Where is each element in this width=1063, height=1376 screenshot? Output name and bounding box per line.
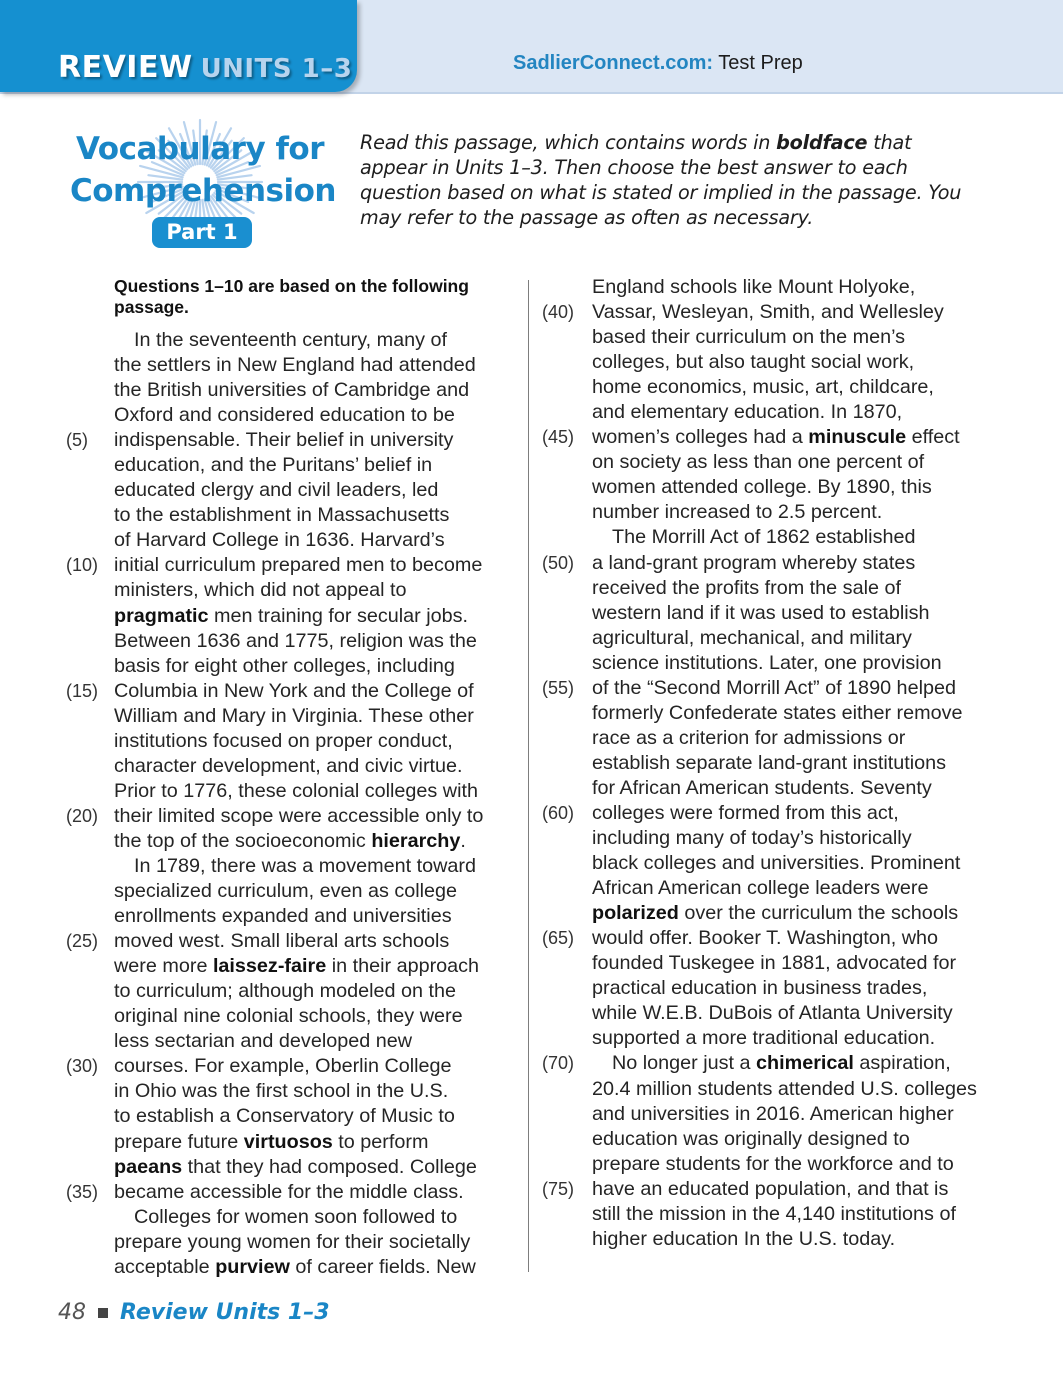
line-text-post: men training for secular jobs.	[208, 604, 469, 627]
line-text-pre: Colleges for women soon followed to	[134, 1205, 458, 1228]
line-text-pre: black colleges and universities. Prominent	[592, 852, 961, 875]
line-text	[114, 954, 479, 979]
passage-line	[538, 1177, 998, 1202]
passage-line	[60, 979, 510, 1004]
section-title	[70, 128, 336, 212]
site-suffix: Test Prep	[713, 52, 803, 74]
line-text	[592, 1202, 956, 1227]
line-text	[114, 1130, 428, 1155]
passage-line	[60, 679, 510, 704]
line-text-pre: higher education In the U.S. today.	[592, 1227, 896, 1250]
line-text-pre: to establish a Conservatory of Music to	[114, 1105, 455, 1128]
passage-line	[538, 500, 998, 525]
passage-line	[538, 450, 998, 475]
line-text-pre: England schools like Mount Holyoke,	[592, 276, 916, 298]
passage-line	[60, 503, 510, 528]
passage-line	[538, 551, 998, 576]
vocabulary-word: polarized	[592, 902, 679, 925]
line-text	[592, 1127, 910, 1152]
line-text	[592, 901, 958, 926]
passage-line	[538, 1001, 998, 1026]
line-number: (70)	[542, 1053, 575, 1074]
instructions	[360, 130, 980, 230]
passage-line	[538, 976, 998, 1001]
line-text	[114, 403, 455, 428]
line-text-pre: initial curriculum prepared men to become	[114, 554, 483, 577]
passage-line	[60, 553, 510, 578]
passage-line	[60, 879, 510, 904]
line-text-pre: while W.E.B. DuBois of Atlanta University	[592, 1002, 953, 1025]
line-text-pre: Oxford and considered education to be	[114, 404, 455, 427]
passage-line	[60, 754, 510, 779]
line-text	[592, 300, 944, 325]
passage-line	[538, 826, 998, 851]
line-text-pre: of Harvard College in 1636. Harvard’s	[114, 529, 445, 552]
line-text	[114, 1180, 464, 1205]
line-text-post: that they had composed. College	[182, 1155, 477, 1178]
line-text	[114, 629, 477, 654]
line-text	[592, 651, 942, 676]
line-text	[114, 353, 476, 378]
line-text-pre: women attended college. By 1890, this	[592, 476, 932, 499]
line-text-pre: a land-grant program whereby states	[592, 551, 916, 574]
square-bullet-icon	[98, 1308, 108, 1318]
passage-line	[60, 1155, 510, 1180]
line-text-pre: race as a criterion for admissions or	[592, 726, 906, 749]
line-text-post: effect	[906, 426, 960, 449]
line-text	[592, 701, 963, 726]
line-text-pre: specialized curriculum, even as college	[114, 880, 458, 903]
line-text	[592, 1227, 895, 1252]
header-tab	[0, 0, 357, 92]
line-text	[592, 275, 915, 300]
line-text-pre: institutions focused on proper conduct,	[114, 729, 453, 752]
line-text-pre: courses. For example, Oberlin College	[114, 1055, 452, 1078]
line-text	[592, 1001, 953, 1026]
passage-line	[538, 1026, 998, 1051]
line-text	[592, 350, 914, 375]
line-text-pre: No longer just a	[612, 1052, 757, 1075]
line-text	[592, 826, 912, 851]
line-text	[114, 604, 468, 629]
line-text	[612, 525, 915, 550]
passage-line	[60, 704, 510, 729]
line-text-pre: character development, and civic virtue.	[114, 754, 463, 777]
line-text	[114, 704, 474, 729]
section-heading	[70, 112, 336, 252]
footer-title: Review Units 1–3	[120, 1300, 330, 1325]
line-text	[592, 851, 960, 876]
section-title-line2: Comprehension	[70, 173, 336, 209]
line-text-pre: to the establishment in Massachusetts	[114, 504, 450, 527]
line-text-pre: the British universities of Cambridge and	[114, 379, 470, 402]
line-text-pre: William and Mary in Virginia. These other	[114, 704, 474, 727]
line-text	[114, 1079, 448, 1104]
line-text-pre: moved west. Small liberal arts schools	[114, 930, 450, 953]
column-divider	[528, 280, 529, 1272]
line-text-pre: prepare future	[114, 1130, 244, 1153]
passage-line	[60, 629, 510, 654]
line-text	[114, 1004, 463, 1029]
vocabulary-word: minuscule	[808, 426, 907, 449]
line-text	[114, 1104, 455, 1129]
vocabulary-word: chimerical	[756, 1052, 854, 1075]
line-number: (5)	[66, 430, 88, 451]
line-number: (20)	[66, 805, 99, 826]
passage-line	[60, 328, 510, 353]
line-number: (35)	[66, 1181, 99, 1202]
line-text	[592, 400, 902, 425]
passage-line	[538, 601, 998, 626]
passage-line	[538, 1102, 998, 1127]
line-text	[592, 676, 956, 701]
header-band	[0, 0, 1063, 94]
line-text	[114, 804, 483, 829]
line-text-pre: colleges, but also taught social work,	[592, 351, 915, 374]
line-text	[114, 679, 474, 704]
passage-line	[538, 926, 998, 951]
passage-line	[538, 275, 998, 300]
line-text-pre: to curriculum; although modeled on the	[114, 980, 456, 1003]
passage-line	[60, 779, 510, 804]
line-text-pre: 20.4 million students attended U.S. colleges	[592, 1077, 977, 1100]
line-text	[134, 328, 447, 353]
line-text-pre: education was originally designed to	[592, 1127, 910, 1150]
passage-line	[538, 300, 998, 325]
page-number: 48	[58, 1300, 86, 1325]
passage-line	[538, 676, 998, 701]
vocabulary-word: paeans	[114, 1155, 183, 1178]
line-text-pre: In 1789, there was a movement toward	[134, 854, 476, 877]
line-number: (55)	[542, 677, 575, 698]
line-number: (30)	[66, 1056, 99, 1077]
passage-line	[60, 829, 510, 854]
line-text	[592, 1152, 954, 1177]
line-text	[114, 453, 432, 478]
line-text	[592, 776, 932, 801]
line-text-pre: In the seventeenth century, many of	[134, 329, 448, 351]
passage-line	[538, 325, 998, 350]
questions-intro: Questions 1–10 are based on the following passage.	[114, 276, 469, 317]
line-text-pre: agricultural, mechanical, and military	[592, 626, 912, 649]
line-text-pre: formerly Confederate states either remove	[592, 701, 963, 724]
part-badge: Part 1	[152, 217, 252, 248]
passage-line	[60, 1230, 510, 1255]
line-number: (25)	[66, 931, 99, 952]
line-text-pre: science institutions. Later, one provision	[592, 651, 942, 674]
line-text	[592, 1026, 935, 1051]
line-text-pre: educated clergy and civil leaders, led	[114, 479, 439, 502]
line-text	[114, 829, 466, 854]
line-text-pre: the top of the socioeconomic	[114, 829, 372, 852]
line-text-pre: received the profits from the sale of	[592, 576, 901, 599]
line-text	[592, 751, 946, 776]
line-text-pre: The Morrill Act of 1862 established	[612, 526, 916, 549]
line-text-pre: supported a more traditional education.	[592, 1027, 936, 1050]
line-text-pre: Vassar, Wesleyan, Smith, and Wellesley	[592, 301, 944, 324]
passage-line	[60, 1130, 510, 1155]
passage-line	[60, 854, 510, 879]
line-text	[592, 1102, 954, 1127]
line-text-pre: women’s colleges had a	[592, 426, 809, 449]
passage-line	[538, 751, 998, 776]
line-text-pre: education, and the Puritans’ belief in	[114, 454, 433, 477]
passage-line	[538, 1051, 998, 1076]
line-text	[114, 378, 469, 403]
line-text-pre: founded Tuskegee in 1881, advocated for	[592, 952, 957, 975]
line-text	[592, 726, 905, 751]
line-text	[592, 926, 938, 951]
line-text	[114, 754, 463, 779]
line-text	[612, 1051, 951, 1076]
line-text-pre: colleges were formed from this act,	[592, 801, 899, 824]
line-text-post: aspiration,	[853, 1052, 951, 1075]
line-text-post: over the curriculum the schools	[678, 902, 959, 925]
line-number: (50)	[542, 552, 575, 573]
passage-line	[60, 1054, 510, 1079]
passage-line	[538, 626, 998, 651]
passage-line	[60, 1004, 510, 1029]
line-text-pre: enrollments expanded and universities	[114, 905, 452, 928]
passage-line	[538, 375, 998, 400]
line-text	[114, 879, 457, 904]
passage-line	[538, 951, 998, 976]
passage-line	[538, 400, 998, 425]
passage-line	[60, 378, 510, 403]
line-text	[592, 601, 930, 626]
line-text	[114, 478, 438, 503]
line-text-pre: their limited scope were accessible only to	[114, 804, 484, 827]
passage-line	[60, 1079, 510, 1104]
line-number: (10)	[66, 555, 99, 576]
line-text-pre: Prior to 1776, these colonial colleges with	[114, 779, 478, 802]
line-text-pre: ministers, which did not appeal to	[114, 579, 407, 602]
passage-line	[60, 1104, 510, 1129]
line-text	[592, 325, 905, 350]
passage-line	[60, 954, 510, 979]
line-text	[114, 1230, 470, 1255]
passage-line	[538, 801, 998, 826]
section-title-line1: Vocabulary for	[75, 131, 325, 167]
line-text	[114, 1255, 476, 1280]
line-text	[592, 876, 928, 901]
site-name[interactable]: SadlierConnect.com:	[513, 52, 714, 74]
line-text	[114, 779, 478, 804]
passage-line	[60, 1029, 510, 1054]
line-number: (60)	[542, 802, 575, 823]
passage-line	[60, 904, 510, 929]
line-text-pre: became accessible for the middle class.	[114, 1180, 464, 1203]
passage-line	[538, 425, 998, 450]
passage-line	[60, 428, 510, 453]
passage-line	[60, 654, 510, 679]
line-text-pre: number increased to 2.5 percent.	[592, 501, 883, 524]
line-text	[114, 528, 445, 553]
line-number: (40)	[542, 302, 575, 323]
line-text-post: of career fields. New	[289, 1255, 476, 1278]
line-text	[592, 475, 932, 500]
line-text	[592, 551, 915, 576]
line-text-pre: still the mission in the 4,140 institutions of	[592, 1202, 956, 1225]
line-text	[114, 553, 482, 578]
line-text-pre: based their curriculum on the men’s	[592, 326, 905, 349]
line-text-post: .	[460, 829, 466, 852]
passage-line	[538, 525, 998, 550]
passage-line	[538, 576, 998, 601]
line-text-pre: basis for eight other colleges, including	[114, 654, 455, 677]
line-text	[114, 929, 449, 954]
line-text	[114, 904, 452, 929]
line-text-pre: would offer. Booker T. Washington, who	[592, 927, 939, 950]
line-text-pre: of the “Second Morrill Act” of 1890 helped	[592, 676, 956, 699]
line-text	[114, 729, 453, 754]
passage-line	[538, 1152, 998, 1177]
vocabulary-word: virtuosos	[243, 1130, 333, 1153]
line-text	[114, 979, 456, 1004]
passage-line	[60, 1255, 510, 1280]
line-text-pre: western land if it was used to establish	[592, 601, 930, 624]
passage-line	[60, 453, 510, 478]
passage-line	[538, 726, 998, 751]
line-text-pre: Columbia in New York and the College of	[114, 679, 474, 702]
line-text	[114, 1155, 477, 1180]
line-text-pre: and universities in 2016. American higher	[592, 1102, 954, 1125]
line-text-pre: prepare students for the workforce and to	[592, 1152, 954, 1175]
line-text	[592, 626, 912, 651]
passage-line	[538, 1127, 998, 1152]
line-text	[134, 854, 476, 879]
instructions-text-2: that appear in Units 1–3. Then choose the best answer to each question based on what is stated or implied in the passage. You may refer to the passage as often as necessary.	[360, 131, 962, 229]
passage-line	[538, 1202, 998, 1227]
line-text-pre: for African American students. Seventy	[592, 776, 932, 799]
line-text	[592, 576, 901, 601]
vocabulary-word: laissez-faire	[212, 955, 327, 978]
line-text	[592, 375, 934, 400]
line-text-pre: and elementary education. In 1870,	[592, 401, 903, 424]
line-number: (75)	[542, 1178, 575, 1199]
passage-line	[60, 578, 510, 603]
vocabulary-word: hierarchy	[371, 829, 461, 852]
line-text-pre: establish separate land-grant institutions	[592, 751, 947, 774]
vocabulary-word: pragmatic	[114, 604, 209, 627]
line-text-pre: were more	[114, 955, 213, 978]
passage-column-left	[60, 328, 510, 1280]
line-number: (15)	[66, 680, 99, 701]
line-text-pre: have an educated population, and that is	[592, 1177, 949, 1200]
sadlier-connect-link[interactable]	[513, 52, 803, 75]
line-number: (45)	[542, 427, 575, 448]
passage-line	[60, 353, 510, 378]
vocabulary-word: purview	[215, 1255, 290, 1278]
line-text-pre: African American college leaders were	[592, 877, 929, 900]
passage-column-right	[538, 275, 998, 1252]
passage-line	[60, 1180, 510, 1205]
line-text-pre: acceptable	[114, 1255, 216, 1278]
passage-line	[538, 876, 998, 901]
line-text	[114, 428, 453, 453]
line-text	[592, 976, 927, 1001]
line-text	[114, 654, 455, 679]
line-text-pre: prepare young women for their societally	[114, 1230, 471, 1253]
line-text	[592, 450, 924, 475]
passage-line	[60, 528, 510, 553]
line-text-pre: less sectarian and developed new	[114, 1030, 413, 1053]
passage-line	[60, 929, 510, 954]
line-text	[592, 425, 960, 450]
line-text-post: in their approach	[326, 955, 480, 978]
line-text-pre: practical education in business trades,	[592, 977, 928, 1000]
passage-line	[538, 350, 998, 375]
line-text-pre: home economics, music, art, childcare,	[592, 376, 934, 399]
line-text-pre: original nine colonial schools, they were	[114, 1005, 463, 1028]
line-text	[592, 500, 882, 525]
passage-line	[538, 901, 998, 926]
instructions-text-1: Read this passage, which contains words in	[360, 131, 777, 154]
line-text-post: to perform	[332, 1130, 429, 1153]
instructions-bold-word: boldface	[776, 131, 868, 154]
line-text	[114, 1054, 452, 1079]
units-label: UNITS 1–3	[200, 54, 353, 84]
passage-line	[60, 604, 510, 629]
line-text	[114, 1029, 412, 1054]
passage-line	[538, 851, 998, 876]
page-footer	[58, 1300, 330, 1325]
passage-line	[60, 1205, 510, 1230]
line-text	[592, 801, 899, 826]
line-number: (65)	[542, 928, 575, 949]
passage-line	[538, 1077, 998, 1102]
passage-line	[538, 475, 998, 500]
passage-line	[538, 776, 998, 801]
passage-line	[538, 701, 998, 726]
review-label: REVIEW	[58, 50, 193, 85]
line-text	[592, 1177, 948, 1202]
passage-line	[538, 1227, 998, 1252]
line-text	[114, 578, 406, 603]
line-text-pre: Between 1636 and 1775, religion was the	[114, 629, 477, 652]
line-text-pre: in Ohio was the first school in the U.S.	[114, 1080, 449, 1103]
unit-review-title	[58, 50, 352, 85]
passage-line	[538, 651, 998, 676]
line-text-pre: including many of today’s historically	[592, 827, 912, 850]
line-text	[592, 951, 956, 976]
passage-line	[60, 403, 510, 428]
line-text-pre: the settlers in New England had attended	[114, 354, 476, 377]
line-text	[592, 1077, 977, 1102]
line-text-pre: on society as less than one percent of	[592, 451, 925, 474]
line-text	[114, 503, 449, 528]
passage-line	[60, 478, 510, 503]
line-text-pre: indispensable. Their belief in university	[114, 429, 454, 452]
passage-line	[60, 729, 510, 754]
line-text	[134, 1205, 457, 1230]
passage-line	[60, 804, 510, 829]
